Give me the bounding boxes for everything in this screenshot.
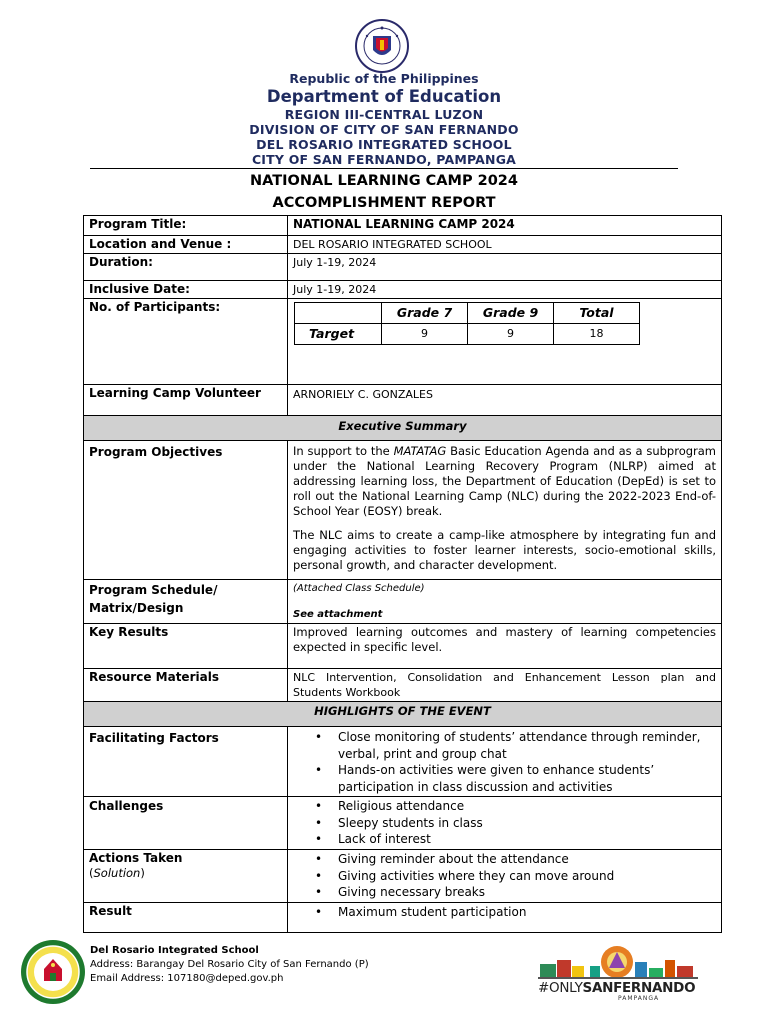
objectives-label: Program Objectives: [84, 441, 288, 580]
highlights-heading: HIGHLIGHTS OF THE EVENT: [84, 702, 722, 727]
executive-summary-heading: Executive Summary: [84, 416, 722, 441]
program-title-label: Program Title:: [84, 216, 288, 236]
list-item: • Giving activities where they can move around: [315, 868, 716, 885]
inclusive-date-label: Inclusive Date:: [84, 281, 288, 299]
volunteer-label: Learning Camp Volunteer: [84, 385, 288, 416]
list-item: • Giving necessary breaks: [315, 884, 716, 901]
footer-address: Address: Barangay Del Rosario City of San Fernando (P): [90, 959, 369, 970]
resources-label: Resource Materials: [84, 669, 288, 702]
result-label: Result: [84, 903, 288, 933]
list-item: • Hands-on activities were given to enhance students’ participation in class discussion and activities: [315, 762, 716, 795]
footer-email: Email Address: 107180@deped.gov.ph: [90, 973, 284, 984]
resources-value: NLC Intervention, Consolidation and Enhancement Lesson plan and Students Workbook: [288, 669, 722, 702]
actions-label: Actions Taken (Solution): [84, 850, 288, 903]
objectives-paragraph-2: The NLC aims to create a camp-like atmosphere by integrating fun and engaging activities to foster learner interests, socio-emotional skills, personal growth, and character development.: [293, 528, 716, 572]
footer-school-name: Del Rosario Integrated School: [90, 945, 259, 956]
report-title-line2: ACCOMPLISHMENT REPORT: [272, 195, 496, 211]
actions-value: [288, 850, 722, 903]
participants-grade9-value: 9: [468, 324, 554, 345]
list-item: • Giving reminder about the attendance: [315, 851, 716, 868]
duration-value: July 1-19, 2024: [288, 254, 722, 281]
schedule-see-attachment: See attachment: [293, 609, 383, 620]
school-line: DEL ROSARIO INTEGRATED SCHOOL: [256, 137, 512, 152]
challenges-label: Challenges: [84, 797, 288, 850]
participants-header-blank: [295, 303, 382, 324]
schedule-label: Program Schedule/ Matrix/Design: [84, 580, 288, 624]
department-line: Department of Education: [266, 87, 502, 106]
list-item: • Lack of interest: [315, 831, 716, 848]
participants-table: [294, 302, 640, 345]
volunteer-value: ARNORIELY C. GONZALES: [288, 385, 722, 416]
header-divider: [90, 168, 678, 169]
brand-hashtag: #ONLYSANFERNANDO: [538, 980, 696, 996]
division-line: DIVISION OF CITY OF SAN FERNANDO: [249, 122, 519, 137]
list-item: • Close monitoring of students’ attendance through reminder, verbal, print and group chat: [315, 729, 716, 762]
region-line: REGION III-CENTRAL LUZON: [284, 107, 484, 122]
challenges-value: [288, 797, 722, 850]
facilitating-value: [288, 727, 722, 797]
school-logo: [20, 939, 86, 1005]
deped-seal: [349, 18, 415, 74]
participants-total-value: 18: [554, 324, 640, 345]
result-value: [288, 903, 722, 933]
participants-header-grade9: Grade 9: [468, 303, 554, 324]
list-item: • Sleepy students in class: [315, 815, 716, 832]
participants-label: No. of Participants:: [84, 299, 288, 385]
participants-grade7-value: 9: [382, 324, 468, 345]
footer-contact: [90, 944, 369, 986]
participants-header-total: Total: [554, 303, 640, 324]
actions-sublabel: (Solution): [89, 866, 145, 880]
list-item: • Maximum student participation: [315, 904, 716, 921]
key-results-value: Improved learning outcomes and mastery of learning competencies expected in specific level.: [288, 624, 722, 669]
brand-subtitle: PAMPANGA: [618, 995, 660, 1002]
inclusive-date-value: July 1-19, 2024: [288, 281, 722, 299]
location-value: DEL ROSARIO INTEGRATED SCHOOL: [288, 236, 722, 254]
program-title-value: NATIONAL LEARNING CAMP 2024: [288, 216, 722, 236]
facilitating-label: Facilitating Factors: [84, 727, 288, 797]
objectives-paragraph-1: In support to the MATATAG Basic Education Agenda and as a subprogram under the National Learning Recovery Program (NLRP) aimed at addressing learning loss, the Department of Education (DepEd) is set to roll out the National Learning Camp (NLC) during the 2022-2023 End-of-School Year (EOSY) break.: [293, 444, 717, 518]
list-item: • Religious attendance: [315, 798, 716, 815]
participants-row-label: Target: [295, 324, 382, 345]
location-label: Location and Venue :: [84, 236, 288, 254]
participants-header-grade7: Grade 7: [382, 303, 468, 324]
schedule-note: (Attached Class Schedule): [293, 583, 425, 594]
schedule-value: [288, 580, 722, 624]
objectives-text: [288, 441, 722, 580]
republic-line: Republic of the Philippines: [289, 71, 479, 86]
report-table: [83, 215, 722, 933]
report-title-line1: NATIONAL LEARNING CAMP 2024: [250, 173, 518, 189]
city-line: CITY OF SAN FERNANDO, PAMPANGA: [251, 152, 517, 167]
key-results-label: Key Results: [84, 624, 288, 669]
participants-cell: [288, 299, 722, 385]
duration-label: Duration:: [84, 254, 288, 281]
